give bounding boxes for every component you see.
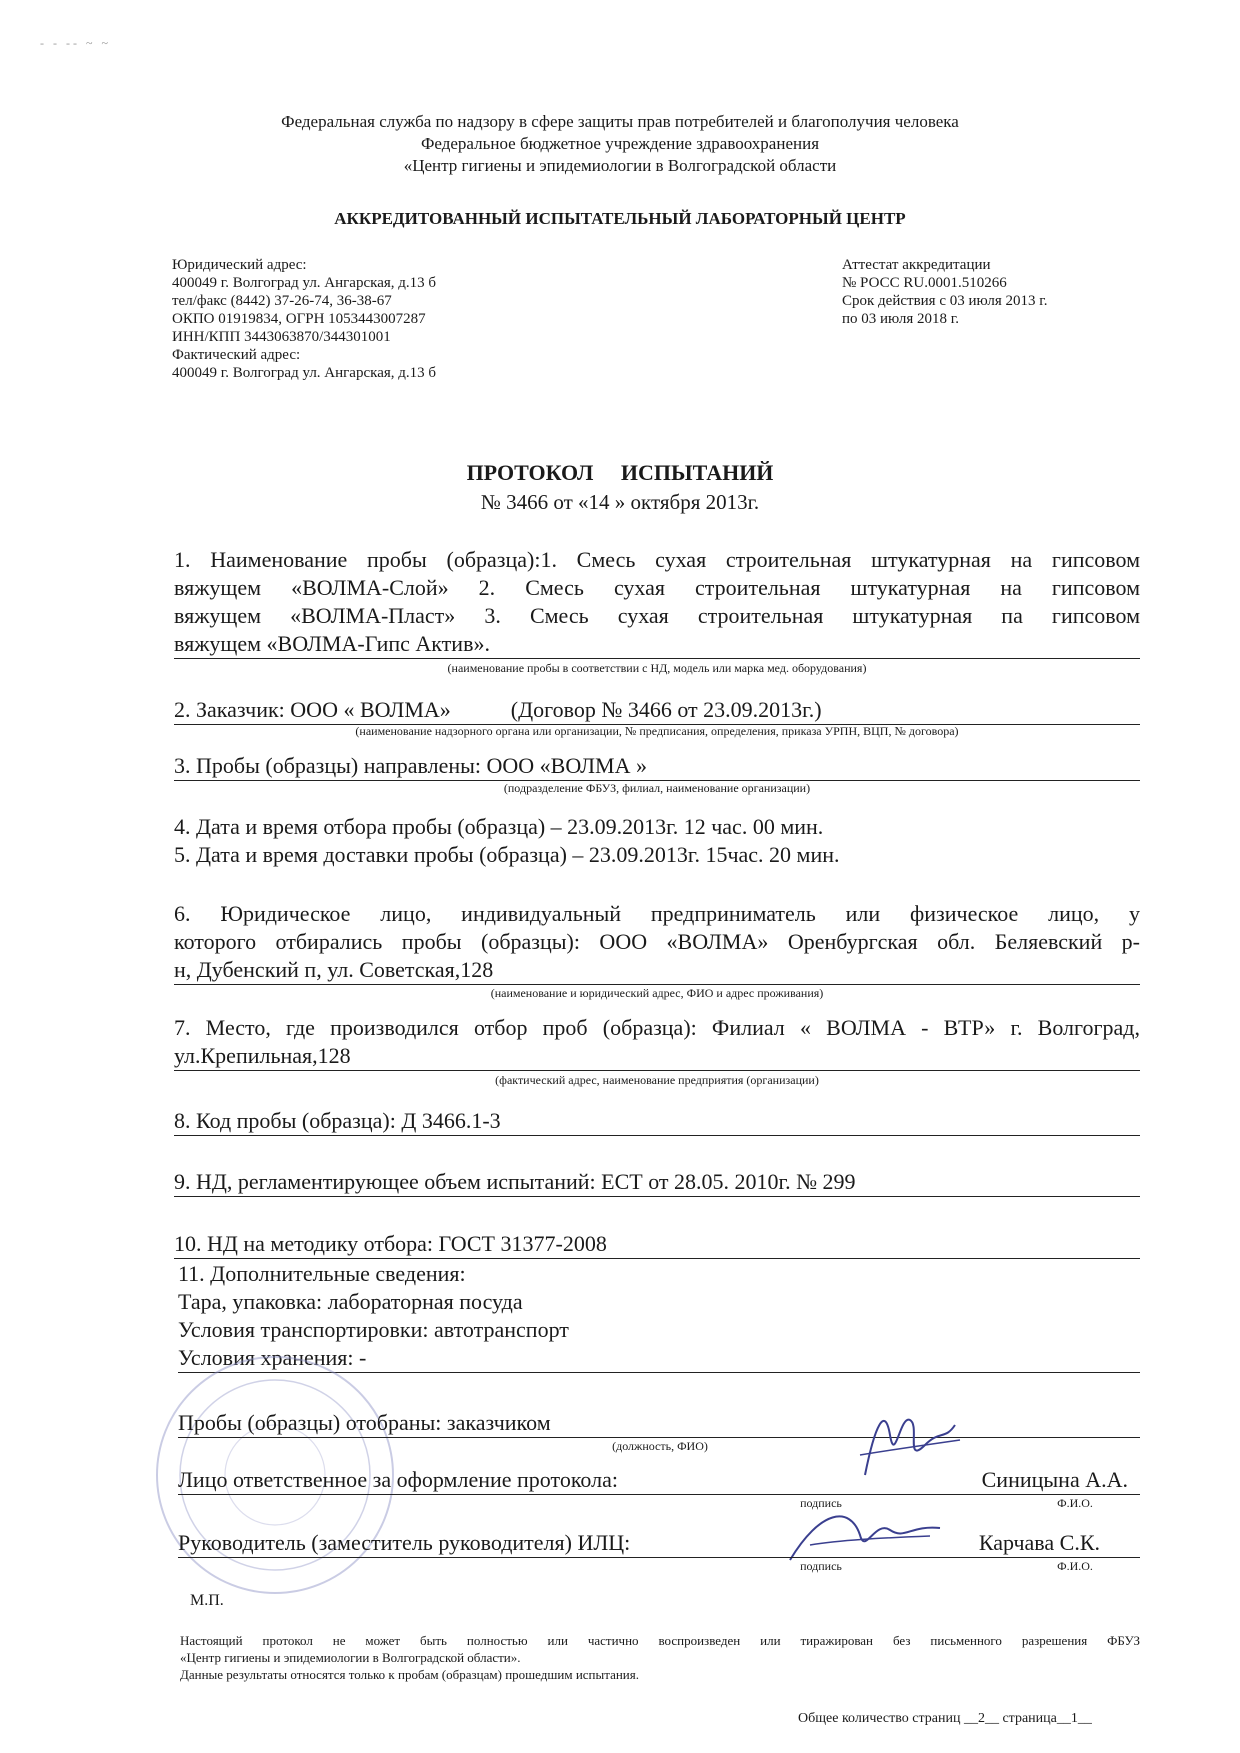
item-caption: (подразделение ФБУЗ, филиал, наименование организации)	[503, 781, 811, 795]
address-line: Юридический адрес:	[172, 257, 307, 273]
page-count: Общее количество страниц __2__ страница__1__	[798, 1711, 1092, 1726]
address-line: 400049 г. Волгоград ул. Ангарская, д.13 б	[172, 365, 437, 381]
protocol-number: № 3466 от «14 » октября 2013г.	[480, 490, 760, 514]
item-test-scope-nd: 9. НД, регламентирующее объем испытаний: ЕСТ от 28.05. 2010г. № 299	[174, 1168, 1140, 1197]
item-sampling-place	[174, 1014, 1140, 1071]
item-caption: (наименование пробы в соответствии с НД, модель или марка мед. оборудования)	[447, 661, 867, 675]
address-line: тел/факс (8442) 37-26-74, 36-38-67	[172, 293, 392, 309]
fio-caption: Ф.И.О.	[1057, 1559, 1093, 1573]
item-caption: (наименование и юридический адрес, ФИО и адрес проживания)	[490, 986, 824, 1000]
accreditation-line: Срок действия с 03 июля 2013 г.	[842, 293, 1048, 309]
responsible-name: Синицына А.А.	[981, 1467, 1128, 1492]
item-sample-name	[174, 546, 1140, 659]
item-line: ул.Крепильная,128	[174, 1042, 1140, 1071]
item-line: которого отбирались пробы (образцы): ООО «ВОЛМА» Оренбургская обл. Беляевский р-	[174, 929, 1140, 954]
header-line-2: Федеральное бюджетное учреждение здравоохранения	[420, 134, 820, 153]
protocol-title: ПРОТОКОЛ ИСПЫТАНИЙ	[466, 460, 774, 485]
address-line: ОКПО 01919834, ОГРН 1053443007287	[172, 311, 426, 327]
signature-caption: подпись	[800, 1496, 842, 1510]
fio-caption: Ф.И.О.	[1057, 1496, 1093, 1510]
item-sample-code: 8. Код пробы (образца): Д 3466.1-3	[174, 1107, 1140, 1136]
signature-caption: подпись	[800, 1559, 842, 1573]
contract-ref: (Договор № 3466 от 23.09.2013г.)	[510, 697, 822, 722]
legal-address-block	[172, 256, 572, 382]
item-line: 7. Место, где производился отбор проб (образца): Филиал « ВОЛМА - ВТР» г. Волгоград,	[174, 1015, 1140, 1040]
item-line: 1. Наименование пробы (образца):1. Смесь сухая строительная штукатурная на гипсовом	[174, 547, 1140, 572]
responsible-person-row	[178, 1466, 1140, 1495]
footer-line: Настоящий протокол не может быть полностью или частично воспроизведен или тиражирован без письменного разрешения ФБУЗ	[180, 1633, 1140, 1648]
head-of-lab-row	[178, 1529, 1140, 1558]
accreditation-line: по 03 июля 2018 г.	[842, 311, 959, 327]
item-legal-entity	[174, 900, 1140, 985]
sampled-by-caption: (должность, ФИО)	[612, 1439, 708, 1453]
header-line-3: «Центр гигиены и эпидемиологии в Волгоградской области	[403, 156, 837, 175]
sampled-by: Пробы (образцы) отобраны: заказчиком	[178, 1409, 1140, 1438]
item-sampling-method-nd: 10. НД на методику отбора: ГОСТ 31377-2008	[174, 1230, 1140, 1259]
item-line: 6. Юридическое лицо, индивидуальный предприниматель или физическое лицо, у	[174, 901, 1140, 926]
item-sampling-date: 4. Дата и время отбора пробы (образца) – 23.09.2013г. 12 час. 00 мин.	[174, 814, 824, 839]
item-line: 11. Дополнительные сведения:	[178, 1261, 466, 1286]
footer-note	[180, 1632, 1140, 1683]
responsible-label: Лицо ответственное за оформление протокола:	[178, 1467, 618, 1492]
address-line: ИНН/КПП 3443063870/344301001	[172, 329, 391, 345]
item-delivery-date: 5. Дата и время доставки пробы (образца) – 23.09.2013г. 15час. 20 мин.	[174, 842, 840, 867]
customer-name: 2. Заказчик: ООО « ВОЛМА»	[174, 697, 451, 722]
head-label: Руководитель (заместитель руководителя) ИЛЦ:	[178, 1530, 631, 1555]
accreditation-line: Аттестат аккредитации	[842, 257, 991, 273]
item-line: Условия хранения: -	[178, 1344, 1140, 1373]
item-sent-by: 3. Пробы (образцы) направлены: ООО «ВОЛМА »	[174, 752, 1140, 781]
item-customer	[174, 696, 1140, 725]
stamp-place-label: М.П.	[190, 1592, 224, 1609]
address-line: Фактический адрес:	[172, 347, 301, 363]
lab-center-title: АККРЕДИТОВАННЫЙ ИСПЫТАТЕЛЬНЫЙ ЛАБОРАТОРНЫЙ ЦЕНТР	[334, 209, 906, 228]
header-line-1: Федеральная служба по надзору в сфере защиты прав потребителей и благополучия человека	[281, 112, 959, 131]
footer-line: «Центр гигиены и эпидемиологии в Волгоградской области».	[180, 1650, 521, 1665]
item-line: Условия транспортировки: автотранспорт	[178, 1317, 569, 1342]
item-caption: (наименование надзорного органа или организации, № предписания, определения, приказа УРПН, ВЦП, № договора)	[355, 724, 959, 738]
item-line: вяжущем «ВОЛМА-Слой» 2. Смесь сухая строительная штукатурная на гипсовом	[174, 575, 1140, 600]
item-line: вяжущем «ВОЛМА-Гипс Актив».	[174, 630, 1140, 659]
address-line: 400049 г. Волгоград ул. Ангарская, д.13 б	[172, 275, 437, 291]
footer-line: Данные результаты относятся только к пробам (образцам) прошедшим испытания.	[180, 1667, 639, 1682]
item-caption: (фактический адрес, наименование предприятия (организации)	[495, 1073, 819, 1087]
corner-mark: - - -- ~ ~	[40, 36, 111, 50]
item-line: Тара, упаковка: лабораторная посуда	[178, 1289, 523, 1314]
item-line: вяжущем «ВОЛМА-Пласт» 3. Смесь сухая строительная штукатурная па гипсовом	[174, 603, 1140, 628]
item-line: н, Дубенский п, ул. Советская,128	[174, 956, 1140, 985]
head-name: Карчава С.К.	[978, 1530, 1100, 1555]
accreditation-line: № РОСС RU.0001.510266	[842, 275, 1007, 291]
accreditation-block	[842, 256, 1162, 328]
